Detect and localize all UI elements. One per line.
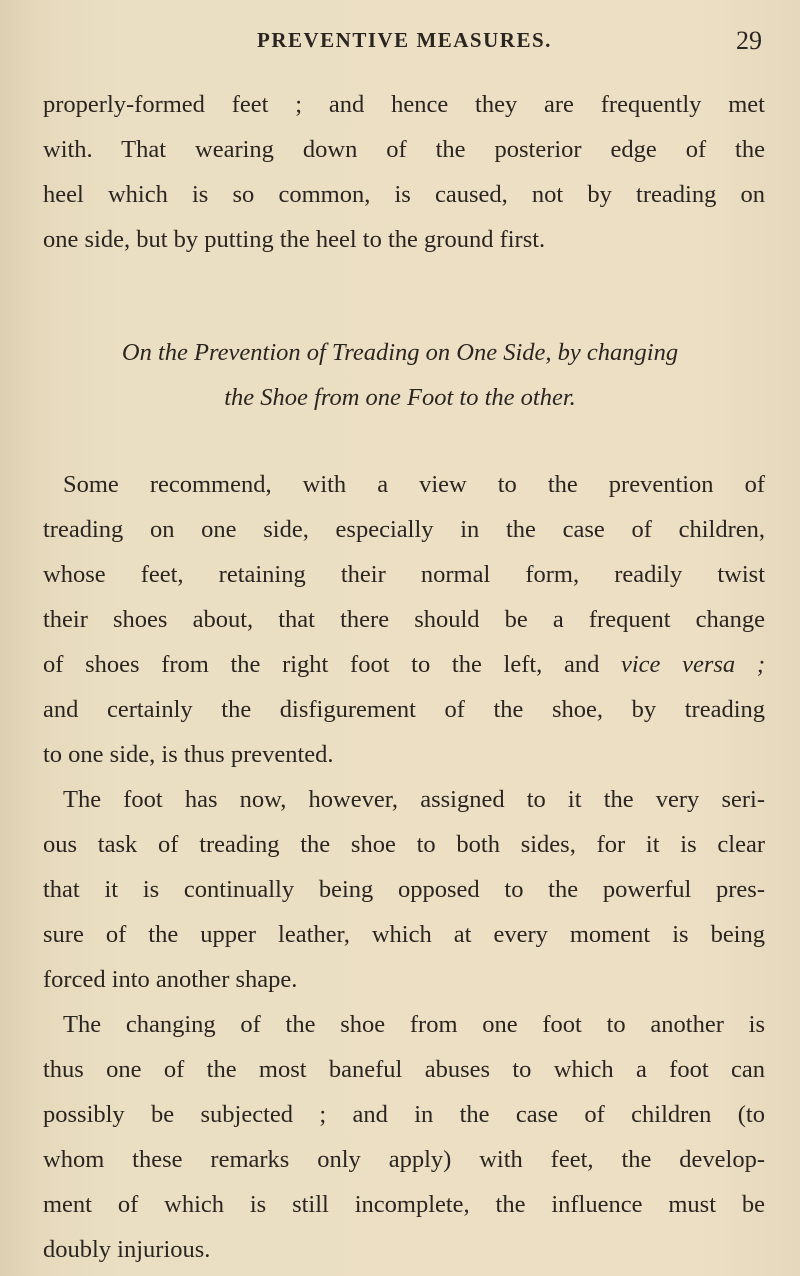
- running-title: PREVENTIVE MEASURES.: [257, 28, 552, 52]
- paragraph-line: their shoes about, that there should be a frequent change: [43, 606, 765, 633]
- paragraph-line: treading on one side, especially in the case of children,: [43, 516, 765, 543]
- section-heading: [0, 330, 800, 420]
- main-text: [43, 462, 765, 1272]
- paragraph-line: doubly injurious.: [43, 1236, 211, 1263]
- paragraph-line: with. That wearing down of the posterior edge of the: [43, 136, 765, 163]
- paragraph-line: heel which is so common, is caused, not by treading on: [43, 181, 765, 208]
- paragraph-line: thus one of the most baneful abuses to which a foot can: [43, 1056, 765, 1083]
- paragraph-line: possibly be subjected ; and in the case of children (to: [43, 1101, 765, 1128]
- heading-line-1: On the Prevention of Treading on One Side, by changing: [121, 339, 679, 366]
- paragraph-line: and certainly the disfigurement of the shoe, by treading: [43, 696, 765, 723]
- paragraph-line: The foot has now, however, assigned to it the very seri-: [63, 786, 765, 813]
- italic-phrase: vice versa ;: [621, 651, 765, 678]
- paragraph-line: Some recommend, with a view to the prevention of: [63, 471, 765, 498]
- paragraph-line: properly-formed feet ; and hence they are frequently met: [43, 91, 765, 118]
- paragraph-line: The changing of the shoe from one foot to another is: [63, 1011, 765, 1038]
- paragraph-line: to one side, is thus prevented.: [43, 741, 334, 768]
- paragraph-line: of shoes from the right foot to the left, and vice versa ;: [43, 651, 765, 678]
- paragraph-line: whom these remarks only apply) with feet, the develop-: [43, 1146, 765, 1173]
- top-paragraph: [43, 82, 765, 262]
- paragraph-line: sure of the upper leather, which at every moment is being: [43, 921, 765, 948]
- page-header: [0, 28, 800, 58]
- paragraph-line: that it is continually being opposed to the powerful pres-: [43, 876, 765, 903]
- paragraph-line: whose feet, retaining their normal form, readily twist: [43, 561, 765, 588]
- paragraph-line: ous task of treading the shoe to both sides, for it is clear: [43, 831, 765, 858]
- heading-line-2: the Shoe from one Foot to the other.: [224, 384, 576, 411]
- paragraph-line: ment of which is still incomplete, the influence must be: [43, 1191, 765, 1218]
- paragraph-line: one side, but by putting the heel to the ground first.: [43, 226, 546, 253]
- paragraph-line: forced into another shape.: [43, 966, 298, 993]
- page-number: 29: [736, 26, 762, 55]
